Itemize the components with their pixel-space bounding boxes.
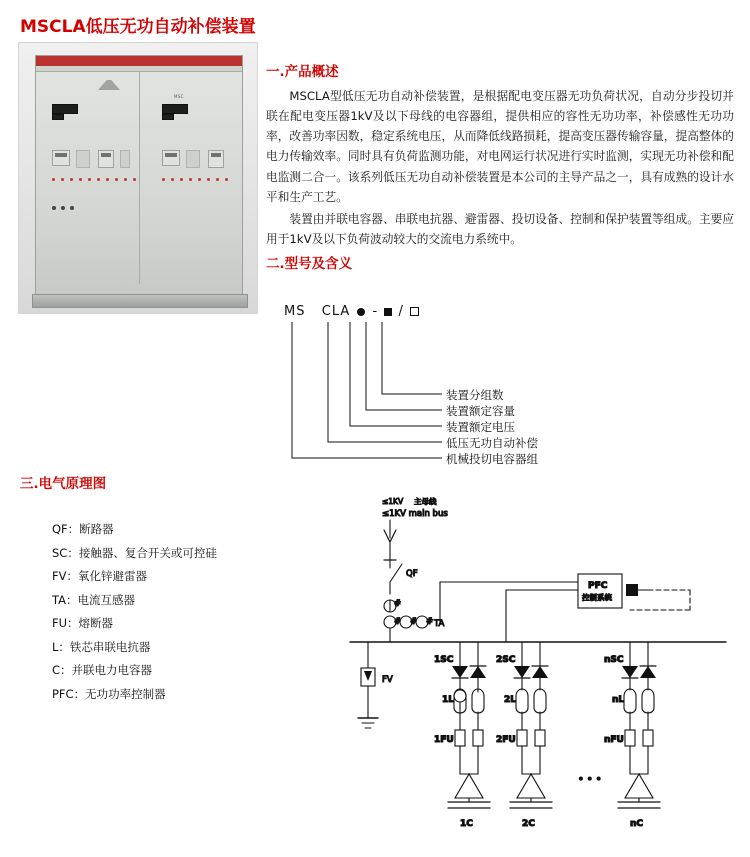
overview-paragraph-1: MSCLA型低压无功自动补偿装置，是根据配电变压器无功负荷状况，自动分步投切并联在配电变压器1kV及以下母线的电容器组，提供相应的容性无功功率，补偿感性无功功率，改善功率因数，稳定系统电压，从而降低线路损耗，提高变压器传输容量，提高整体的电力传输效率。同时具有负荷监测功能，对电网运行状况进行实时监测，实现无功补偿和配电监测二合一。该系列低压无功自动补偿装置是本公司的主导产品之一，具有成熟的设计水平和生产工艺。 <box>266 89 734 204</box>
schematic-heading: 三.电气原理图 <box>20 476 107 492</box>
cabinet-center-divider <box>139 72 140 284</box>
cabinet-meter-right-b <box>208 150 224 168</box>
cabinet-vent-left-a <box>76 150 90 168</box>
legend-item-sc: SC：接触器、复合开关或可控硅 <box>52 545 217 560</box>
model-legend-group-count: 装置分组数 <box>446 388 504 402</box>
legend-item-c: C：并联电力电容器 <box>52 663 153 678</box>
legend-item-ta: TA：电流互感器 <box>52 592 135 607</box>
indicator-led <box>198 178 201 181</box>
indicator-led <box>70 178 73 181</box>
branch-1 <box>434 642 490 829</box>
indicator-led <box>88 178 91 181</box>
indicator-led <box>216 178 219 181</box>
indicator-led <box>225 178 228 181</box>
label-fuse-n: nFU <box>604 735 624 745</box>
overview-section <box>266 60 734 251</box>
cabinet-button <box>70 206 74 210</box>
model-legend-voltage: 装置额定电压 <box>446 420 515 434</box>
indicator-led <box>106 178 109 181</box>
indicator-led <box>52 178 55 181</box>
label-fv: FV <box>382 675 393 685</box>
indicator-led <box>189 178 192 181</box>
model-code-dash: - <box>372 304 379 319</box>
model-section <box>266 252 734 472</box>
page-title: MSCLA低压无功自动补偿装置 <box>20 17 256 37</box>
cabinet-base <box>32 294 248 308</box>
cabinet-button <box>61 206 65 210</box>
indicator-led <box>207 178 210 181</box>
cabinet-indicator-row-right <box>162 178 228 181</box>
cabinet-indicator-row-left <box>52 178 136 181</box>
cabinet-logo-icon <box>98 80 120 90</box>
model-code-slash: / <box>398 304 404 319</box>
svg-text:#: # <box>426 617 434 627</box>
label-cap-1: 1C <box>460 819 473 829</box>
cabinet-handle-slot <box>52 104 78 114</box>
cabinet-button-row <box>52 206 74 210</box>
svg-text:#: # <box>394 599 402 609</box>
cabinet-top-accent <box>36 56 242 66</box>
legend-item-fv: FV：氧化锌避雷器 <box>52 569 147 584</box>
label-reactor-n: nL <box>612 695 625 705</box>
svg-text:#: # <box>394 617 402 627</box>
branch-ellipsis: • • • <box>578 775 602 785</box>
model-heading: 二.型号及含义 <box>266 256 353 272</box>
label-reactor-2: 2L <box>504 695 516 705</box>
product-photo <box>18 42 258 314</box>
indicator-led <box>97 178 100 181</box>
indicator-led <box>79 178 82 181</box>
schematic-legend-list <box>52 518 217 707</box>
label-sc-1: 1SC <box>434 655 454 665</box>
label-fuse-1: 1FU <box>434 735 454 745</box>
label-ta: TA <box>434 619 445 629</box>
model-diagram <box>266 282 734 472</box>
label-sc-n: nSC <box>604 655 624 665</box>
label-qf: QF <box>406 569 418 579</box>
electrical-schematic <box>330 490 740 845</box>
legend-item-qf: QF：断路器 <box>52 522 114 536</box>
branch-2 <box>496 642 552 829</box>
overview-paragraph-2: 装置由并联电容器、串联电抗器、避雷器、投切设备、控制和保护装置等组成。主要应用于1kV及以下负荷波动较大的交流电力系统中。 <box>266 211 734 246</box>
label-sc-2: 2SC <box>496 655 516 665</box>
legend-item-fu: FU：熔断器 <box>52 616 114 631</box>
cabinet-meter-left <box>52 150 70 166</box>
branch-n <box>604 642 660 829</box>
legend-item-l: L：铁芯串联电抗器 <box>52 639 151 654</box>
cabinet-handle-grip <box>162 114 174 120</box>
indicator-led <box>171 178 174 181</box>
cabinet-button <box>52 206 56 210</box>
bus-label-cn-2: 主母线 <box>414 497 437 506</box>
cabinet-vent-left-b <box>120 150 130 168</box>
label-cap-n: nC <box>630 819 644 829</box>
label-cap-2: 2C <box>522 819 535 829</box>
indicator-led <box>61 178 64 181</box>
label-reactor-1: 1L <box>442 695 454 705</box>
indicator-led <box>133 178 136 181</box>
cabinet-body <box>35 55 243 297</box>
indicator-led <box>180 178 183 181</box>
cabinet-handle-grip <box>52 114 64 120</box>
label-pfc-sub: 控制系统 <box>582 593 612 602</box>
cabinet-handle-slot <box>162 104 188 114</box>
label-pfc: PFC <box>588 581 608 591</box>
cabinet-small-label: MSC <box>174 94 184 99</box>
model-legend-compensation: 低压无功自动补偿 <box>446 436 538 450</box>
overview-heading: 一.产品概述 <box>266 64 339 80</box>
legend-item-pfc: PFC：无功功率控制器 <box>52 686 166 701</box>
indicator-led <box>115 178 118 181</box>
svg-text:#: # <box>410 617 418 627</box>
model-legend-capacity: 装置额定容量 <box>446 404 515 418</box>
model-legend-capacitor-bank: 机械投切电容器组 <box>446 452 538 466</box>
label-fuse-2: 2FU <box>496 735 516 745</box>
cabinet-meter-left-b <box>98 150 114 168</box>
model-code-prefix: MS <box>284 304 306 319</box>
bus-label-cn: ≤1KV <box>382 497 404 506</box>
bus-label-en: ≤1KV main bus <box>382 509 448 519</box>
indicator-led <box>124 178 127 181</box>
model-code-main: CLA <box>321 304 351 319</box>
cabinet-vent-right-a <box>186 150 200 168</box>
indicator-led <box>162 178 165 181</box>
cabinet-meter-right <box>162 150 180 166</box>
